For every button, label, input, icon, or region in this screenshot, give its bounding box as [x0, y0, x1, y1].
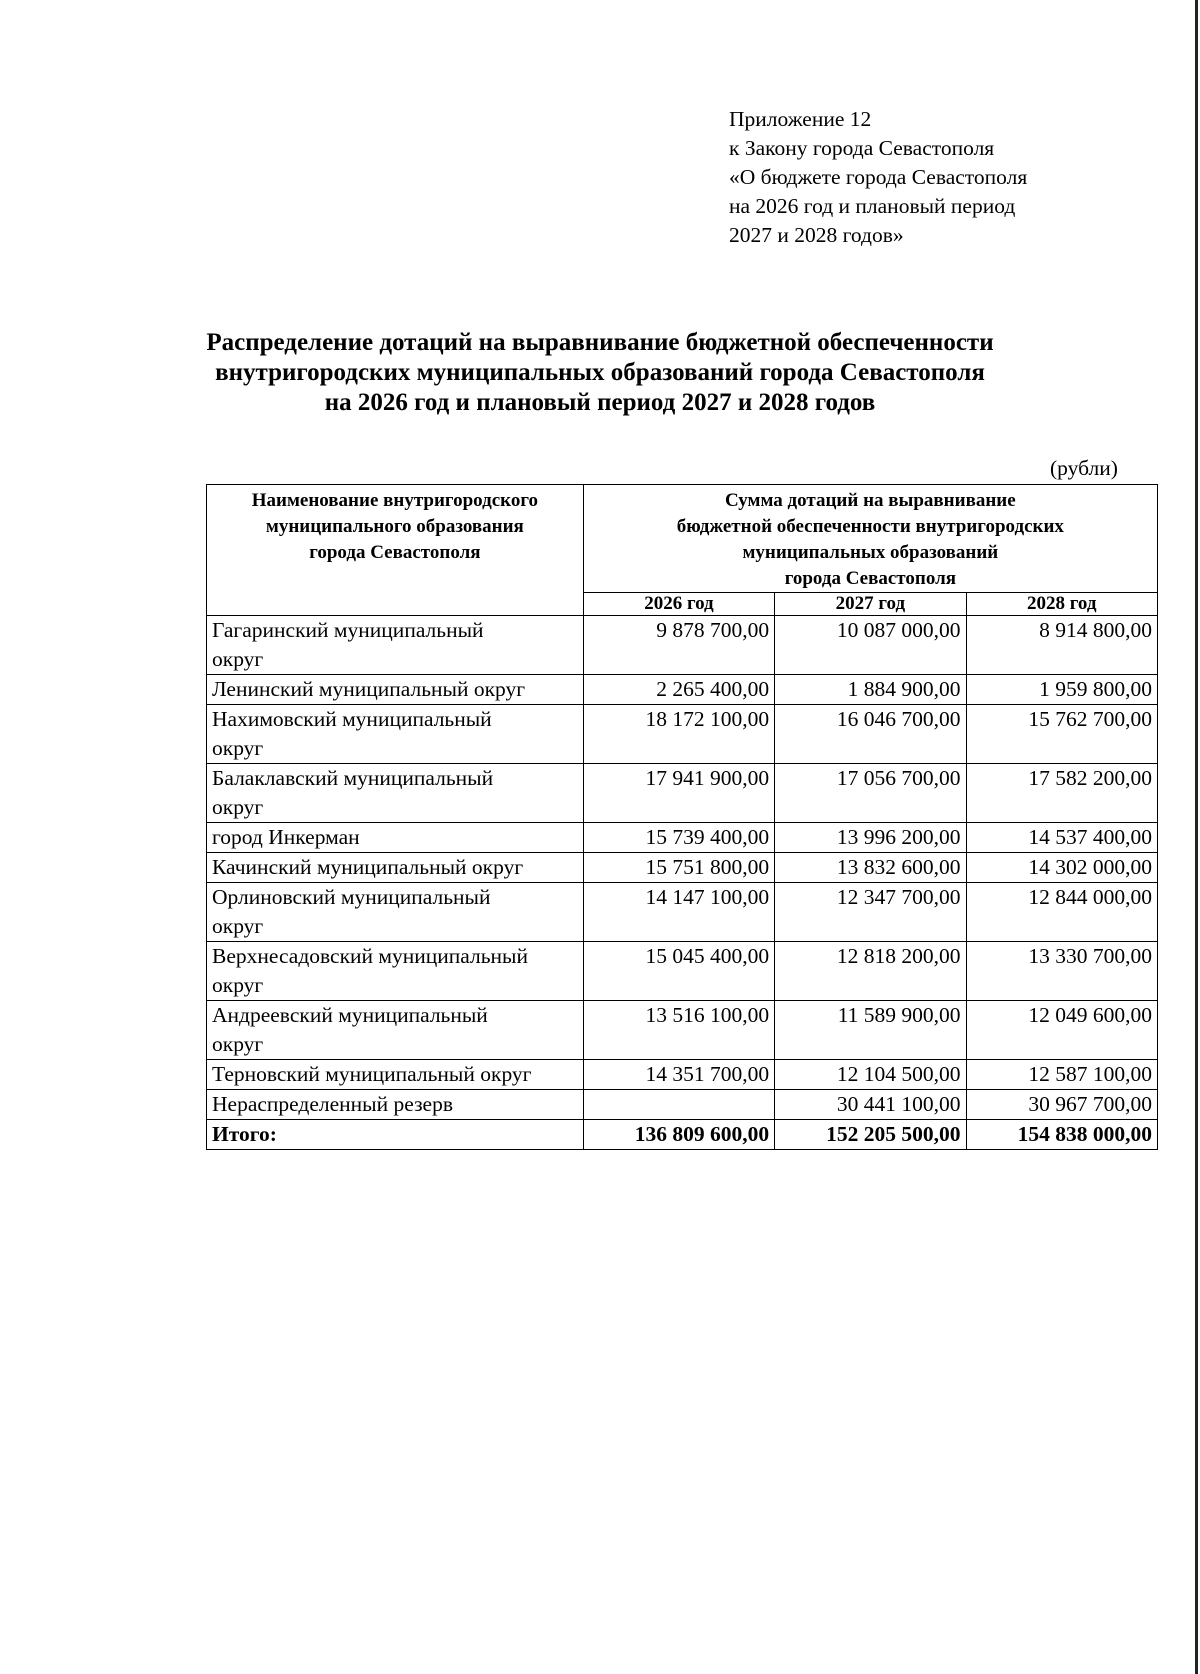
row-name-line: Орлиновский муниципальный: [212, 885, 491, 909]
cell-2027: 12 818 200,00: [775, 942, 966, 1001]
header-year-2028: 2028 год: [966, 593, 1157, 616]
table-row: [207, 942, 1158, 1001]
cell-2028: 17 582 200,00: [966, 764, 1157, 823]
row-name: [207, 942, 584, 1001]
row-name-line: округ: [212, 1032, 264, 1056]
cell-2026: [583, 1090, 774, 1120]
table-row: [207, 616, 1158, 675]
cell-2028: 14 537 400,00: [966, 823, 1157, 853]
cell-2028: 8 914 800,00: [966, 616, 1157, 675]
header-name-line: Наименование внутригородского: [251, 490, 538, 511]
row-name-line: Балаклавский муниципальный: [212, 766, 494, 790]
table-row: [207, 1090, 1158, 1120]
cell-2028: 30 967 700,00: [966, 1090, 1157, 1120]
row-name-line: Верхнесадовский муниципальный: [212, 944, 529, 968]
row-name: [207, 1060, 584, 1090]
cell-2028: 13 330 700,00: [966, 942, 1157, 1001]
units-label: (рубли): [1050, 456, 1118, 480]
row-name-line: Андреевский муниципальный: [212, 1003, 488, 1027]
cell-2026: 14 351 700,00: [583, 1060, 774, 1090]
cell-2027: 13 832 600,00: [775, 853, 966, 883]
cell-2028: 1 959 800,00: [966, 675, 1157, 705]
title-line: на 2026 год и плановый период 2027 и 2028 годов: [324, 389, 876, 416]
cell-2028: 12 049 600,00: [966, 1001, 1157, 1060]
cell-2028: 14 302 000,00: [966, 853, 1157, 883]
appendix-line: 2027 и 2028 годов»: [729, 223, 904, 247]
cell-2027: 30 441 100,00: [775, 1090, 966, 1120]
appendix-line: «О бюджете города Севастополя: [729, 165, 1028, 189]
scan-edge: [1195, 0, 1198, 1674]
header-year-2026: 2026 год: [583, 593, 774, 616]
header-year-2027: 2027 год: [775, 593, 966, 616]
appendix-line: к Закону города Севастополя: [729, 136, 995, 160]
row-name: [207, 1090, 584, 1120]
table-row: [207, 853, 1158, 883]
row-name-line: Ленинский муниципальный округ: [212, 677, 526, 701]
cell-2026: 15 751 800,00: [583, 853, 774, 883]
header-name-line: муниципального образования: [265, 516, 524, 537]
row-name: [207, 823, 584, 853]
title-line: внутригородских муниципальных образований города Севастополя: [215, 359, 985, 386]
row-name-line: Качинский муниципальный округ: [212, 855, 524, 879]
row-name-line: Нераспределенный резерв: [212, 1092, 454, 1116]
row-name-line: округ: [212, 914, 264, 938]
row-name: [207, 1001, 584, 1060]
cell-2028: 12 587 100,00: [966, 1060, 1157, 1090]
row-name-line: Терновский муниципальный округ: [212, 1062, 532, 1086]
row-name: [207, 705, 584, 764]
cell-2027: 12 104 500,00: [775, 1060, 966, 1090]
table-row: [207, 883, 1158, 942]
header-group-line: города Севастополя: [784, 568, 957, 589]
total-2027: 152 205 500,00: [775, 1120, 966, 1150]
row-name: [207, 853, 584, 883]
header-group: [583, 485, 1157, 593]
cell-2027: 16 046 700,00: [775, 705, 966, 764]
cell-2026: 18 172 100,00: [583, 705, 774, 764]
cell-2027: 1 884 900,00: [775, 675, 966, 705]
document-title: [0, 328, 1200, 418]
cell-2027: 11 589 900,00: [775, 1001, 966, 1060]
appendix-note: [729, 105, 1027, 250]
row-name-line: округ: [212, 736, 264, 760]
cell-2028: 15 762 700,00: [966, 705, 1157, 764]
cell-2026: 13 516 100,00: [583, 1001, 774, 1060]
cell-2026: 9 878 700,00: [583, 616, 774, 675]
cell-2026: 15 739 400,00: [583, 823, 774, 853]
header-group-line: Сумма дотаций на выравнивание: [725, 490, 1016, 511]
row-name-line: округ: [212, 973, 264, 997]
appendix-line: на 2026 год и плановый период: [729, 194, 1016, 218]
cell-2026: 17 941 900,00: [583, 764, 774, 823]
row-name-line: Гагаринский муниципальный: [212, 618, 484, 642]
header-group-line: муниципальных образований: [742, 542, 999, 563]
row-name: [207, 764, 584, 823]
table-row: [207, 675, 1158, 705]
header-group-line: бюджетной обеспеченности внутригородских: [676, 516, 1064, 537]
total-label: Итого:: [207, 1120, 584, 1150]
cell-2028: 12 844 000,00: [966, 883, 1157, 942]
row-name: [207, 675, 584, 705]
title-line: Распределение дотаций на выравнивание бюджетной обеспеченности: [206, 329, 994, 356]
row-name-line: город Инкерман: [212, 825, 360, 849]
subsidy-table: [206, 484, 1158, 1150]
table-row: [207, 705, 1158, 764]
table-row: [207, 1060, 1158, 1090]
cell-2027: 10 087 000,00: [775, 616, 966, 675]
row-name: [207, 616, 584, 675]
row-name-line: округ: [212, 795, 264, 819]
row-name-line: Нахимовский муниципальный: [212, 707, 492, 731]
cell-2026: 15 045 400,00: [583, 942, 774, 1001]
table-body: [207, 616, 1158, 1150]
total-2028: 154 838 000,00: [966, 1120, 1157, 1150]
cell-2027: 13 996 200,00: [775, 823, 966, 853]
total-2026: 136 809 600,00: [583, 1120, 774, 1150]
cell-2026: 14 147 100,00: [583, 883, 774, 942]
table-row: [207, 764, 1158, 823]
table-row: [207, 823, 1158, 853]
header-name-line: города Севастополя: [309, 542, 481, 563]
table-row: [207, 1001, 1158, 1060]
row-name-line: округ: [212, 647, 264, 671]
appendix-line: Приложение 12: [729, 107, 872, 131]
cell-2027: 12 347 700,00: [775, 883, 966, 942]
cell-2026: 2 265 400,00: [583, 675, 774, 705]
total-row: [207, 1120, 1158, 1150]
row-name: [207, 883, 584, 942]
cell-2027: 17 056 700,00: [775, 764, 966, 823]
header-name: [207, 485, 584, 616]
